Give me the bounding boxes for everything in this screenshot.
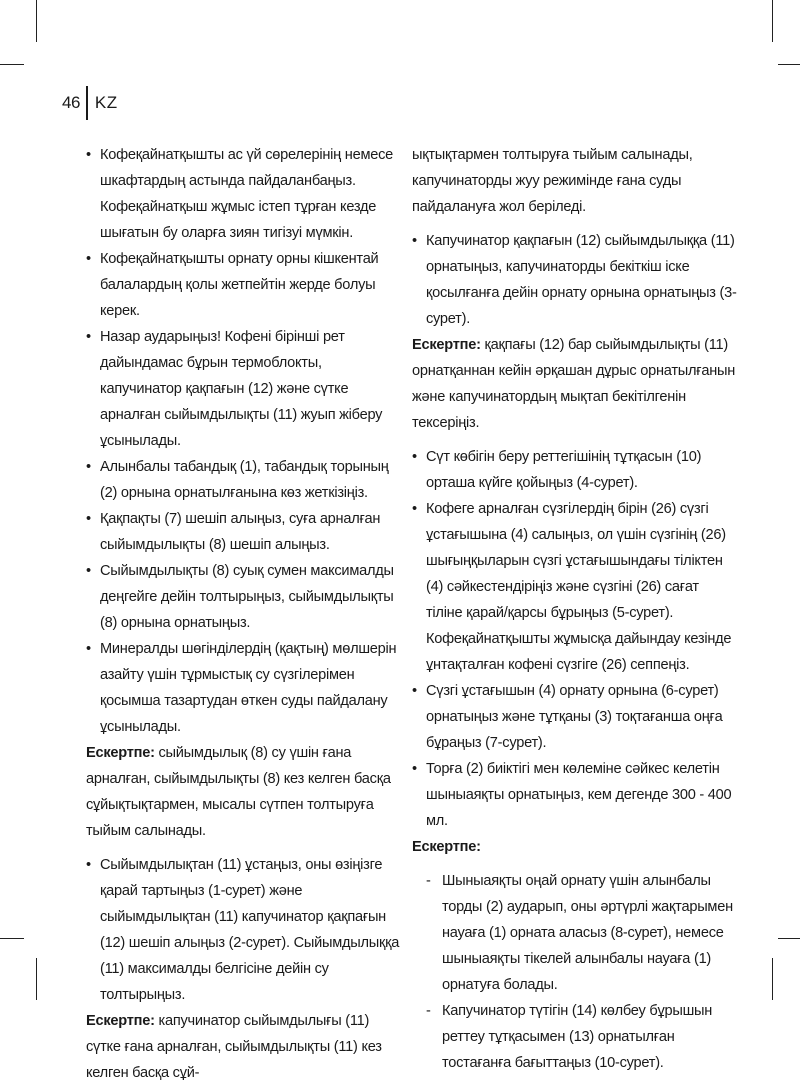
page-header <box>62 86 118 120</box>
list-item: • Кофеқайнатқышты орнату орны кішкентай балалардың қолы жетпейтін жерде болуы керек. <box>86 246 402 324</box>
note-label: Ескертпе: <box>412 337 481 353</box>
list-item: • Кофеге арналған сүзгілердің бірін (26) сүзгі ұстағышына (4) салыңыз, ол үшін сүзгінің (26) шығыңқыларын сүзгі ұстағышындағы тіліктен (4) сәйкестендіріңіз және сүзгіні (26) сағат тіліне қарай/қарсы бұрыңыз (5-сурет). Кофеқайнатқышты жұмысқа дайындау кезінде ұнтақталған кофені сүзгіге (26) сеппеңіз. <box>412 496 738 678</box>
left-column <box>86 142 402 1086</box>
note-text: капучинатор сыйымдылығы (11) сүтке ғана арналған, сыйымдылықты (11) кез келген басқа сұй- <box>86 1013 382 1081</box>
crop-mark <box>0 938 24 939</box>
list-item: • Минералды шөгінділердің (қақтың) мөлшерін азайту үшін тұрмыстық су сүзгілерімен қосымша тазартудан өткен суды пайдалану ұсынылады. <box>86 636 402 740</box>
note-paragraph <box>412 834 738 860</box>
list-item: • Кофеқайнатқышты ас үй сөрелерінің немесе шкафтардың астында пайдаланбаңыз. Кофеқайнатқыш жұмыс істеп тұрған кезде шығатын бу оларға зиян тигізуі мүмкін. <box>86 142 402 246</box>
crop-mark <box>778 64 800 65</box>
list-item: - Шыныаяқты оңай орнату үшін алынбалы торды (2) аударып, оны әртүрлі жақтарымен науаға (1) орната аласыз (8-сурет), немесе шыныаяқты тікелей алынбалы науаға (1) орнатуға болады. <box>412 868 738 998</box>
note-label: Ескертпе: <box>412 839 481 855</box>
right-column <box>412 142 738 1076</box>
note-label: Ескертпе: <box>86 745 155 761</box>
list-item: • Қақпақты (7) шешіп алыңыз, суға арналған сыйымдылықты (8) шешіп алыңыз. <box>86 506 402 558</box>
note-text: қақпағы (12) бар сыйымдылықты (11) орнатқаннан кейін әрқашан дұрыс орнатылғанын және капучинатордың мықтап бекітілгенін тексеріңіз. <box>412 337 736 431</box>
list-item: - Капучинатор түтігін (14) көлбеу бұрышын реттеу тұтқасымен (13) орнатылған тостағанға бағыттаңыз (10-сурет). <box>412 998 738 1076</box>
crop-mark <box>36 958 37 1000</box>
list-item: • Алынбалы табандық (1), табандық торының (2) орнына орнатылғанына көз жеткізіңіз. <box>86 454 402 506</box>
list-item: • Сыйымдылықтан (11) ұстаңыз, оны өзіңізге қарай тартыңыз (1-сурет) және сыйымдылықтан (11) капучинатор қақпағын (12) шешіп алыңыз (2-сурет). Сыйымдылыққа (11) максималды белгісіне дейін су толтырыңыз. <box>86 852 402 1008</box>
list-item: • Сыйымдылықты (8) суық сумен максималды деңгейге дейін толтырыңыз, сыйымдылықты (8) орнына орнатыңыз. <box>86 558 402 636</box>
crop-mark <box>772 958 773 1000</box>
crop-mark <box>772 0 773 42</box>
note-label: Ескертпе: <box>86 1013 155 1029</box>
crop-mark <box>0 64 24 65</box>
note-paragraph <box>86 740 402 844</box>
header-divider <box>86 86 88 120</box>
note-paragraph <box>412 332 738 436</box>
note-text: сыйымдылық (8) су үшін ғана арналған, сыйымдылықты (8) кез келген басқа сұйықтықтармен, мысалы сүтпен толтыруға тыйым салынады. <box>86 745 391 839</box>
list-item: • Сүт көбігін беру реттегішінің тұтқасын (10) орташа күйге қойыңыз (4-сурет). <box>412 444 738 496</box>
page-number: 46 <box>62 93 80 112</box>
note-paragraph <box>86 1008 402 1086</box>
list-item: • Торға (2) биіктігі мен көлеміне сәйкес келетін шыныаяқты орнатыңыз, кем дегенде 300 - 400 мл. <box>412 756 738 834</box>
continued-paragraph: ықтықтармен толтыруға тыйым салынады, капучинаторды жуу режимінде ғана суды пайдалануға жол беріледі. <box>412 147 693 215</box>
list-item: • Капучинатор қақпағын (12) сыйымдылыққа (11) орнатыңыз, капучинаторды бекіткіш іске қосылғанға дейін орнату орнына орнатыңыз (3-сурет). <box>412 228 738 332</box>
language-code: KZ <box>94 93 118 112</box>
list-item: • Назар аударыңыз! Кофені бірінші рет дайындамас бұрын термоблокты, капучинатор қақпағын (12) және сүтке арналған сыйымдылықты (11) жуып жіберу ұсынылады. <box>86 324 402 454</box>
list-item: • Сүзгі ұстағышын (4) орнату орнына (6-сурет) орнатыңыз және тұтқаны (3) тоқтағанша оңға бұраңыз (7-сурет). <box>412 678 738 756</box>
crop-mark <box>36 0 37 42</box>
crop-mark <box>778 938 800 939</box>
